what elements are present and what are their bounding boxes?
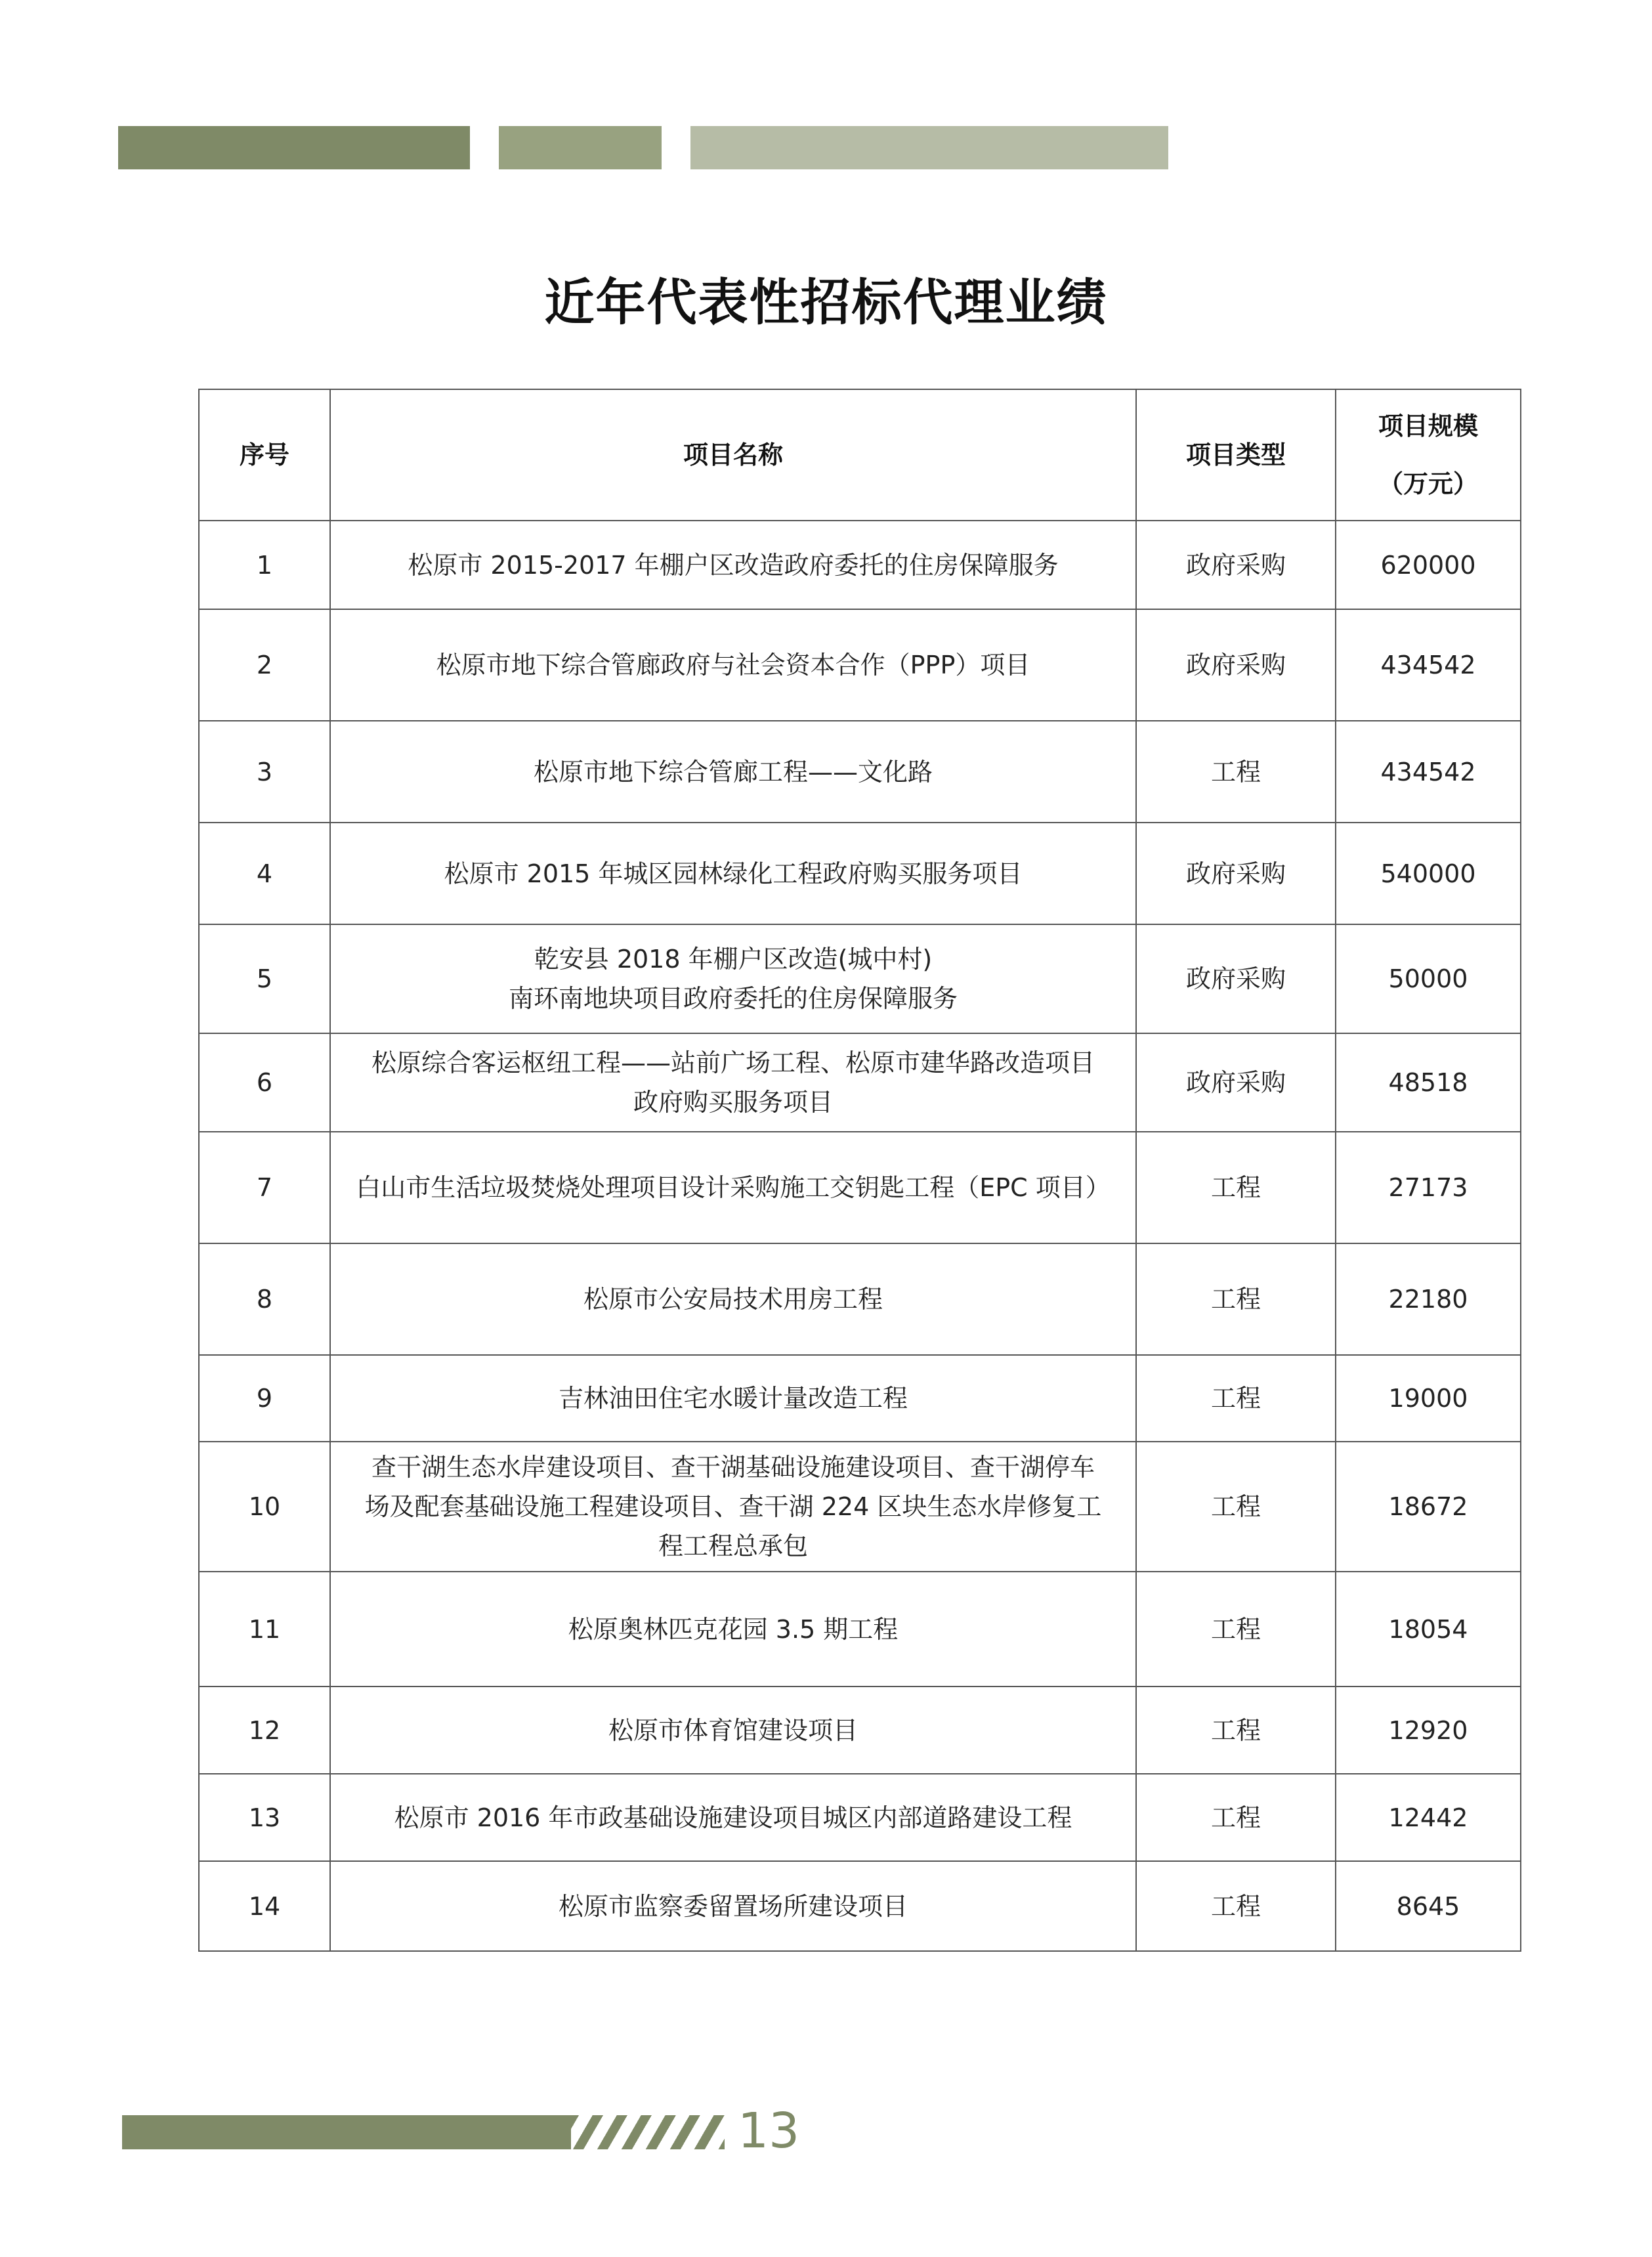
cell-name-line: 乾安县 2018 年棚户区改造(城中村) xyxy=(534,945,933,974)
cell-name xyxy=(330,1243,1136,1355)
cell-type: 工程 xyxy=(1136,1572,1336,1687)
cell-name-line: 松原市地下综合管廊政府与社会资本合作（PPP）项目 xyxy=(436,651,1030,679)
page-number: 13 xyxy=(738,2103,800,2159)
table-row xyxy=(199,609,1521,721)
header-type: 项目类型 xyxy=(1136,389,1336,521)
cell-name-line: 松原市监察委留置场所建设项目 xyxy=(558,1891,908,1921)
header-decor-bar-1 xyxy=(118,126,470,169)
cell-type: 政府采购 xyxy=(1136,521,1336,609)
table-row xyxy=(199,1033,1521,1132)
cell-seq: 11 xyxy=(199,1572,330,1687)
cell-seq: 6 xyxy=(199,1033,330,1132)
cell-type: 工程 xyxy=(1136,1774,1336,1861)
table-row xyxy=(199,1132,1521,1243)
cell-name-line: 松原市 2015-2017 年棚户区改造政府委托的住房保障服务 xyxy=(408,550,1059,580)
cell-type: 工程 xyxy=(1136,1355,1336,1442)
header-scale-line1: 项目规模 xyxy=(1378,412,1478,441)
table-header-row xyxy=(199,389,1521,521)
cell-scale: 18672 xyxy=(1336,1442,1521,1572)
cell-name xyxy=(330,823,1136,924)
cell-seq: 2 xyxy=(199,609,330,721)
header-scale-line2: （万元） xyxy=(1378,469,1478,498)
table-row xyxy=(199,1774,1521,1861)
cell-seq: 5 xyxy=(199,924,330,1033)
cell-type: 工程 xyxy=(1136,1861,1336,1951)
cell-name xyxy=(330,1572,1136,1687)
cell-name-line: 程工程总承包 xyxy=(658,1532,808,1560)
cell-type: 政府采购 xyxy=(1136,1033,1336,1132)
table-row xyxy=(199,1442,1521,1572)
cell-name-line: 松原市 2015 年城区园林绿化工程政府购买服务项目 xyxy=(444,859,1023,888)
cell-seq: 13 xyxy=(199,1774,330,1861)
table-row xyxy=(199,721,1521,823)
table-row xyxy=(199,924,1521,1033)
cell-scale: 18054 xyxy=(1336,1572,1521,1687)
cell-name xyxy=(330,1687,1136,1774)
table-body xyxy=(199,521,1521,1951)
cell-scale: 12442 xyxy=(1336,1774,1521,1861)
cell-name xyxy=(330,609,1136,721)
cell-scale: 12920 xyxy=(1336,1687,1521,1774)
cell-name-line: 吉林油田住宅水暖计量改造工程 xyxy=(558,1384,908,1413)
cell-scale: 8645 xyxy=(1336,1861,1521,1951)
cell-scale: 434542 xyxy=(1336,609,1521,721)
cell-name xyxy=(330,1442,1136,1572)
cell-seq: 9 xyxy=(199,1355,330,1442)
header-name: 项目名称 xyxy=(330,389,1136,521)
cell-name-line: 松原综合客运枢纽工程——站前广场工程、松原市建华路改造项目 xyxy=(371,1048,1095,1077)
cell-name-line: 松原奥林匹克花园 3.5 期工程 xyxy=(568,1614,899,1644)
cell-scale: 50000 xyxy=(1336,924,1521,1033)
cell-scale: 22180 xyxy=(1336,1243,1521,1355)
table-row xyxy=(199,521,1521,609)
cell-type: 工程 xyxy=(1136,721,1336,823)
table-row xyxy=(199,1687,1521,1774)
cell-type: 政府采购 xyxy=(1136,609,1336,721)
cell-seq: 10 xyxy=(199,1442,330,1572)
cell-name-line: 松原市公安局技术用房工程 xyxy=(583,1285,883,1314)
cell-name-line: 场及配套基础设施工程建设项目、查干湖 224 区块生态水岸修复工 xyxy=(364,1492,1102,1521)
header-decor-bar-2 xyxy=(499,126,662,169)
header-decor-bar-3 xyxy=(690,126,1168,169)
cell-name xyxy=(330,521,1136,609)
cell-type: 工程 xyxy=(1136,1442,1336,1572)
cell-seq: 1 xyxy=(199,521,330,609)
table-row xyxy=(199,823,1521,924)
cell-type: 政府采购 xyxy=(1136,823,1336,924)
header-scale xyxy=(1336,389,1521,521)
cell-name xyxy=(330,721,1136,823)
cell-name-line: 松原市体育馆建设项目 xyxy=(608,1715,858,1745)
performance-table xyxy=(198,389,1521,1952)
table-row xyxy=(199,1355,1521,1442)
cell-scale: 19000 xyxy=(1336,1355,1521,1442)
cell-type: 工程 xyxy=(1136,1132,1336,1243)
cell-name xyxy=(330,1355,1136,1442)
cell-name xyxy=(330,1774,1136,1861)
cell-name-line: 南环南地块项目政府委托的住房保障服务 xyxy=(508,984,958,1013)
cell-seq: 3 xyxy=(199,721,330,823)
cell-name-line: 查干湖生态水岸建设项目、查干湖基础设施建设项目、查干湖停车 xyxy=(371,1453,1095,1482)
cell-seq: 14 xyxy=(199,1861,330,1951)
cell-name xyxy=(330,924,1136,1033)
cell-seq: 8 xyxy=(199,1243,330,1355)
page-title: 近年代表性招标代理业绩 xyxy=(544,273,1108,332)
table-row xyxy=(199,1861,1521,1951)
cell-name-line: 政府购买服务项目 xyxy=(633,1088,833,1117)
cell-name-line: 松原市地下综合管廊工程——文化路 xyxy=(533,757,933,786)
cell-seq: 12 xyxy=(199,1687,330,1774)
cell-name-line: 白山市生活垃圾焚烧处理项目设计采购施工交钥匙工程（EPC 项目） xyxy=(356,1173,1111,1202)
header-seq: 序号 xyxy=(199,389,330,521)
cell-scale: 48518 xyxy=(1336,1033,1521,1132)
cell-type: 工程 xyxy=(1136,1687,1336,1774)
cell-seq: 4 xyxy=(199,823,330,924)
cell-name xyxy=(330,1132,1136,1243)
cell-scale: 540000 xyxy=(1336,823,1521,924)
cell-type: 政府采购 xyxy=(1136,924,1336,1033)
table-row xyxy=(199,1572,1521,1687)
footer-hatch-decor xyxy=(520,2115,725,2149)
cell-name xyxy=(330,1861,1136,1951)
cell-name xyxy=(330,1033,1136,1132)
footer-decor-bar xyxy=(122,2115,571,2149)
cell-name-line: 松原市 2016 年市政基础设施建设项目城区内部道路建设工程 xyxy=(394,1803,1072,1832)
cell-scale: 434542 xyxy=(1336,721,1521,823)
table-row xyxy=(199,1243,1521,1355)
cell-type: 工程 xyxy=(1136,1243,1336,1355)
cell-scale: 620000 xyxy=(1336,521,1521,609)
cell-seq: 7 xyxy=(199,1132,330,1243)
cell-scale: 27173 xyxy=(1336,1132,1521,1243)
